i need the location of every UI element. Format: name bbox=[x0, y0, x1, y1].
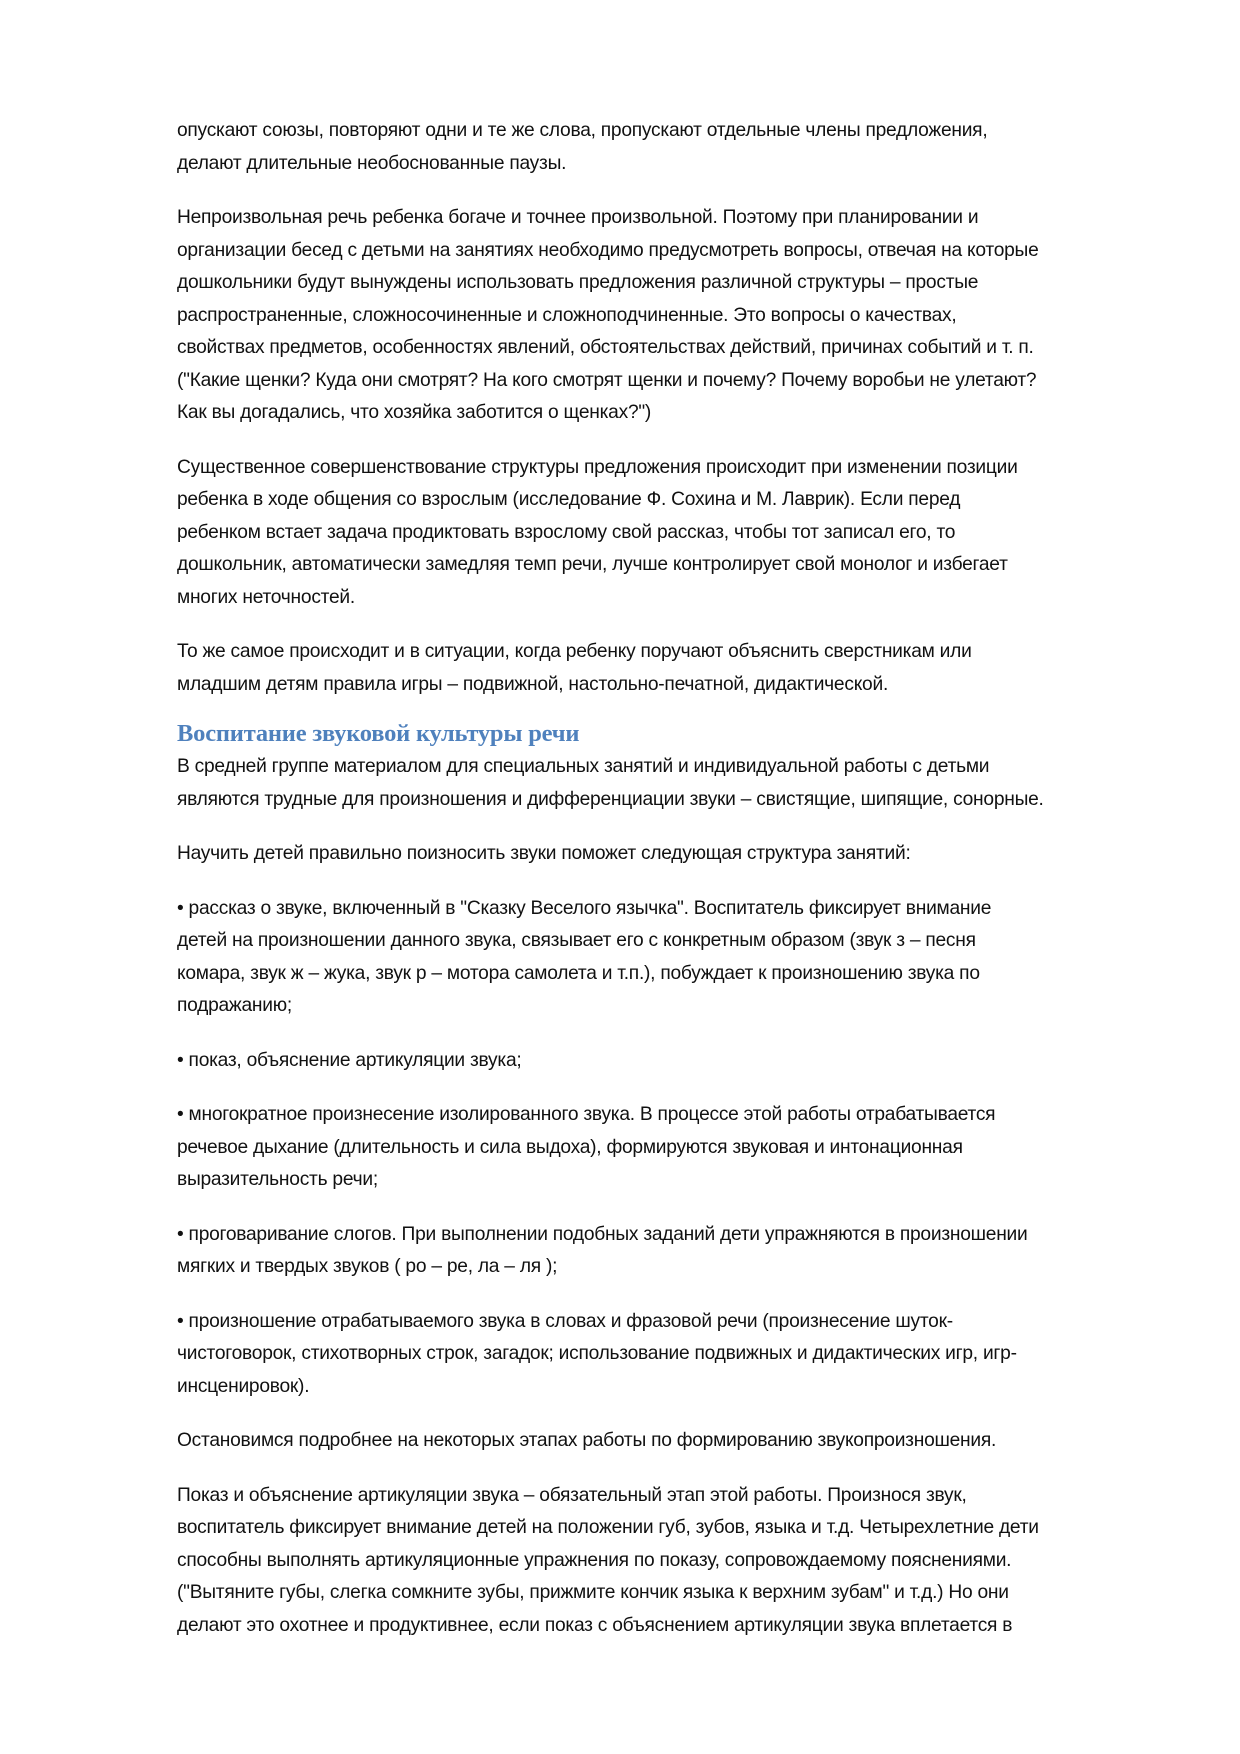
text-line: распространенные, сложносочиненные и сложноподчиненные. Это вопросы о качествах, bbox=[177, 304, 957, 326]
list-item-sound-story bbox=[177, 893, 1167, 1023]
text-line: делают это охотнее и продуктивнее, если показ с объяснением артикуляции звука вплетается в bbox=[177, 1614, 1013, 1636]
text-line: свойствах предметов, особенностях явлений, обстоятельствах действий, причинах событий и т. п. bbox=[177, 337, 1034, 358]
text-line: младшим детям правила игры – подвижной, настольно-печатной, дидактической. bbox=[177, 673, 889, 695]
text-line: ("Какие щенки? Куда они смотрят? На кого смотрят щенки и почему? Почему воробьи не улетают? bbox=[177, 369, 1037, 391]
text-line: являются трудные для произношения и дифференциации звуки – свистящие, шипящие, сонорные. bbox=[177, 788, 1044, 810]
list-item-words-phrases bbox=[177, 1306, 1167, 1404]
text-line: Остановимся подробнее на некоторых этапах работы по формированию звукопроизношения. bbox=[177, 1430, 997, 1451]
text-line: • проговаривание слогов. При выполнении подобных заданий дети упражняются в произношении bbox=[177, 1223, 1028, 1245]
text-line: организации бесед с детьми на занятиях необходимо предусмотреть вопросы, отвечая на которые bbox=[177, 239, 1039, 261]
paragraph-lesson-structure-intro bbox=[177, 838, 1167, 871]
text-line: ("Вытяните губы, слегка сомкните зубы, прижмите кончик языка к верхним зубам" и т.д.) Но они bbox=[177, 1582, 1009, 1603]
text-line: дошкольник, автоматически замедляя темп речи, лучше контролирует свой монолог и избегает bbox=[177, 554, 1008, 575]
list-item-isolated-sound bbox=[177, 1099, 1167, 1197]
text-line: комара, звук ж – жука, звук р – мотора самолета и т.п.), побуждает к произношению звука по bbox=[177, 962, 980, 984]
text-line: То же самое происходит и в ситуации, когда ребенку поручают объяснить сверстникам или bbox=[177, 641, 972, 662]
text-line: Научить детей правильно поизносить звуки поможет следующая структура занятий: bbox=[177, 843, 911, 864]
text-line: воспитатель фиксирует внимание детей на положении губ, зубов, языка и т.д. Четырехлетние дети bbox=[177, 1517, 1039, 1538]
text-line: • произношение отрабатываемого звука в словах и фразовой речи (произнесение шуток- bbox=[177, 1310, 953, 1332]
text-line: опускают союзы, повторяют одни и те же слова, пропускают отдельные члены предложения, bbox=[177, 120, 988, 141]
text-line: • показ, объяснение артикуляции звука; bbox=[177, 1049, 522, 1071]
text-line: выразительность речи; bbox=[177, 1169, 378, 1190]
text-line: • многократное произнесение изолированного звука. В процессе этой работы отрабатывается bbox=[177, 1104, 996, 1125]
paragraph-stages bbox=[177, 1425, 1167, 1458]
text-line: В средней группе материалом для специальных занятий и индивидуальной работы с детьми bbox=[177, 756, 990, 777]
text-line: Существенное совершенствование структуры предложения происходит при изменении позиции bbox=[177, 456, 1018, 478]
list-item-syllables bbox=[177, 1219, 1167, 1284]
section-heading: Воспитание звуковой культуры речи bbox=[177, 720, 580, 747]
text-line: многих неточностей. bbox=[177, 586, 355, 608]
text-line: инсценировок). bbox=[177, 1375, 310, 1397]
text-line: Показ и объяснение артикуляции звука – обязательный этап этой работы. Произнося звук, bbox=[177, 1484, 967, 1506]
paragraph-sentence-structure bbox=[177, 452, 1167, 615]
text-line: способны выполнять артикуляционные упражнения по показу, сопровождаемому пояснениями. bbox=[177, 1549, 1012, 1571]
list-item-articulation-demo bbox=[177, 1045, 1167, 1078]
paragraph-game-rules bbox=[177, 636, 1167, 701]
paragraph-middle-group bbox=[177, 751, 1167, 816]
text-line: Как вы догадались, что хозяйка заботится о щенках?") bbox=[177, 402, 652, 423]
text-line: дошкольники будут вынуждены использовать предложения различной структуры – простые bbox=[177, 272, 979, 293]
text-line: мягких и твердых звуков ( ро – ре, ла – ля ); bbox=[177, 1256, 558, 1277]
text-line: ребенком встает задача продиктовать взрослому свой рассказ, чтобы тот записал его, то bbox=[177, 521, 956, 543]
text-line: детей на произношении данного звука, связывает его с конкретным образом (звук з – песня bbox=[177, 930, 976, 951]
paragraph-articulation-explanation bbox=[177, 1480, 1167, 1643]
paragraph-involuntary-speech bbox=[177, 202, 1167, 430]
text-line: чистоговорок, стихотворных строк, загадок; использование подвижных и дидактических игр, игр- bbox=[177, 1343, 1017, 1364]
text-line: делают длительные необоснованные паузы. bbox=[177, 152, 567, 174]
text-line: • рассказ о звуке, включенный в "Сказку Веселого язычка". Воспитатель фиксирует внимание bbox=[177, 897, 992, 919]
paragraph-speech-errors bbox=[177, 115, 1167, 180]
text-line: подражанию; bbox=[177, 995, 292, 1016]
text-line: ребенка в ходе общения со взрослым (исследование Ф. Сохина и М. Лаврик). Если перед bbox=[177, 489, 961, 510]
text-line: речевое дыхание (длительность и сила выдоха), формируются звуковая и интонационная bbox=[177, 1136, 963, 1158]
text-line: Непроизвольная речь ребенка богаче и точнее произвольной. Поэтому при планировании и bbox=[177, 207, 979, 228]
document-page bbox=[177, 115, 1167, 1664]
